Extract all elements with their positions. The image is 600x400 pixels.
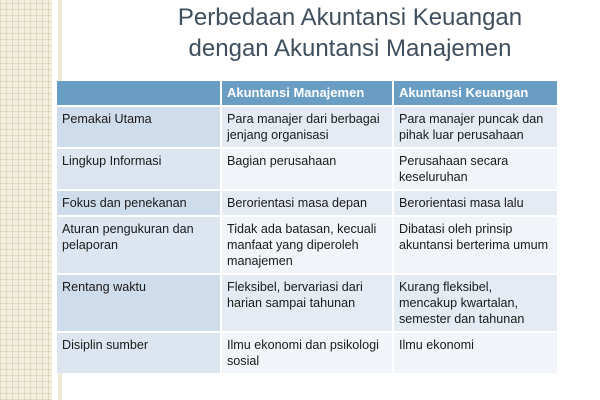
slide-title <box>130 2 570 64</box>
cell-manajemen: Ilmu ekonomi dan psikologi sosial <box>221 332 393 373</box>
decorative-pattern <box>0 0 52 400</box>
cell-keuangan: Ilmu ekonomi <box>393 332 557 373</box>
cell-manajemen: Tidak ada batasan, kecuali manfaat yang diperoleh manajemen <box>221 216 393 274</box>
header-blank-cell <box>57 81 221 106</box>
row-label: Rentang waktu <box>57 274 221 332</box>
cell-keuangan: Berorientasi masa lalu <box>393 190 557 216</box>
row-label: Aturan pengukuran dan pelaporan <box>57 216 221 274</box>
cell-manajemen: Berorientasi masa depan <box>221 190 393 216</box>
table-header-row <box>57 81 557 106</box>
title-line-2: dengan Akuntansi Manajemen <box>188 35 512 62</box>
cell-manajemen: Para manajer dari berbagai jenjang organisasi <box>221 106 393 148</box>
row-label: Lingkup Informasi <box>57 148 221 190</box>
row-label: Disiplin sumber <box>57 332 221 373</box>
table-row <box>57 332 557 373</box>
table-row <box>57 274 557 332</box>
cell-keuangan: Perusahaan secara keseluruhan <box>393 148 557 190</box>
cell-keuangan: Dibatasi oleh prinsip akuntansi berterima umum <box>393 216 557 274</box>
cell-keuangan: Para manajer puncak dan pihak luar perusahaan <box>393 106 557 148</box>
table-row <box>57 190 557 216</box>
row-label: Fokus dan penekanan <box>57 190 221 216</box>
cell-manajemen: Bagian perusahaan <box>221 148 393 190</box>
table-row <box>57 148 557 190</box>
table-row <box>57 216 557 274</box>
header-akuntansi-manajemen: Akuntansi Manajemen <box>221 81 393 106</box>
cell-manajemen: Fleksibel, bervariasi dari harian sampai tahunan <box>221 274 393 332</box>
row-label: Pemakai Utama <box>57 106 221 148</box>
header-akuntansi-keuangan: Akuntansi Keuangan <box>393 81 557 106</box>
table-row <box>57 106 557 148</box>
title-line-1: Perbedaan Akuntansi Keuangan <box>177 4 523 31</box>
cell-keuangan: Kurang fleksibel, mencakup kwartalan, semester dan tahunan <box>393 274 557 332</box>
comparison-table <box>57 81 557 373</box>
